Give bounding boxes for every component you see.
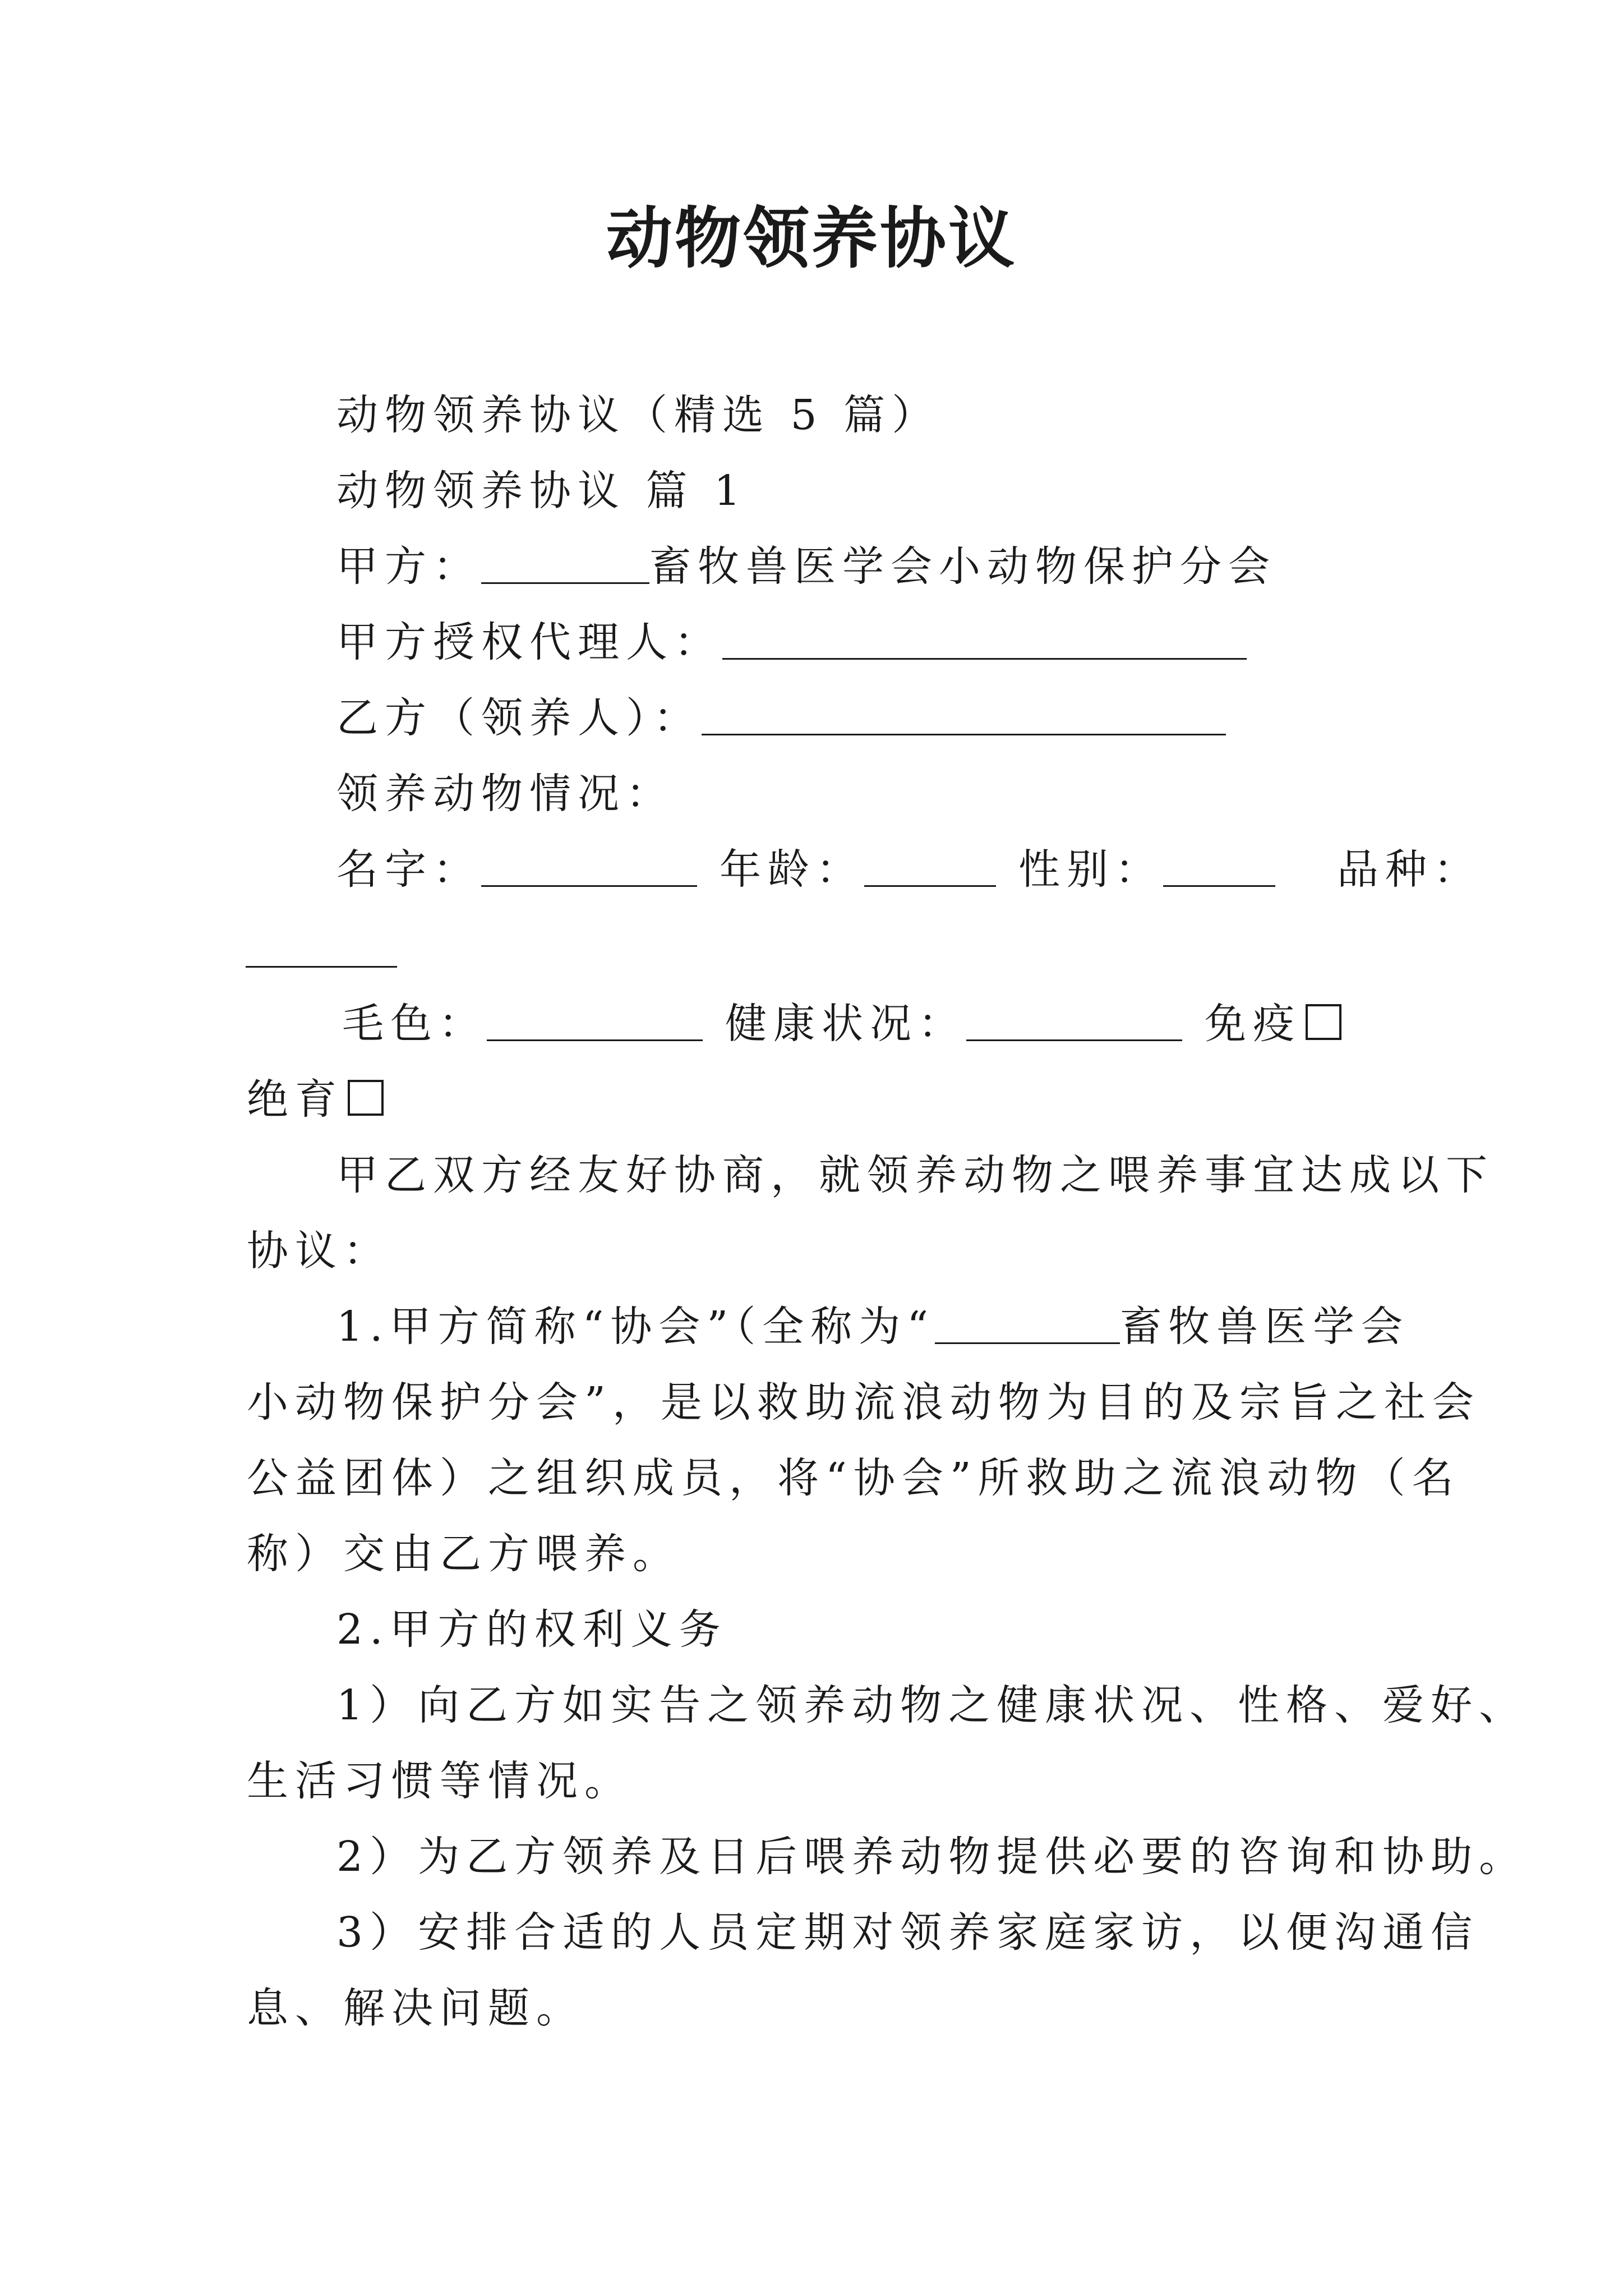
paragraph-2b: 小动物保护分会”，是以救助流浪动物为目的及宗旨之社会 xyxy=(247,1378,1481,1427)
paragraph-1b: 协议： xyxy=(247,1227,391,1275)
breed-blank xyxy=(246,966,397,968)
color-label: 毛色： xyxy=(342,1000,487,1048)
party-a-line xyxy=(336,539,1276,595)
org-blank xyxy=(935,1303,1120,1344)
party-b-label: 乙方（领养人）： xyxy=(336,694,702,742)
animal-health-line xyxy=(342,996,1341,1052)
health-blank xyxy=(966,1000,1182,1041)
age-label: 年龄： xyxy=(720,845,864,894)
party-a-label: 甲方： xyxy=(336,542,481,591)
immune-label: 免疫 xyxy=(1205,1000,1301,1048)
paragraph-2a xyxy=(336,1299,1409,1355)
sterile-checkbox[interactable] xyxy=(348,1080,384,1116)
paragraph-2a-text: 1.甲方简称“协会”（全称为“ xyxy=(336,1303,935,1351)
paragraph-1a: 甲乙双方经友好协商，就领养动物之喂养事宜达成以下 xyxy=(336,1151,1494,1199)
paragraph-2d: 称）交由乙方喂养。 xyxy=(247,1530,681,1578)
name-blank xyxy=(481,846,697,887)
paragraph-6a: 3）安排合适的人员定期对领养家庭家访，以便沟通信 xyxy=(336,1908,1479,1957)
agent-label: 甲方授权代理人： xyxy=(336,618,722,666)
agent-line xyxy=(336,614,1247,670)
sterile-line xyxy=(247,1071,384,1128)
sterile-label: 绝育 xyxy=(247,1075,343,1124)
subtitle: 动物领养协议（精选 5 篇） xyxy=(336,391,940,439)
party-b-blank xyxy=(702,694,1226,735)
paragraph-4a: 1）向乙方如实告之领养动物之健康状况、性格、爱好、 xyxy=(336,1681,1528,1729)
party-b-line xyxy=(336,690,1226,746)
paragraph-5: 2）为乙方领养及日后喂养动物提供必要的咨询和协助。 xyxy=(336,1833,1528,1881)
agent-blank xyxy=(722,619,1247,660)
sex-blank xyxy=(1163,846,1275,887)
paragraph-2c: 公益团体）之组织成员，将“协会”所救助之流浪动物（名 xyxy=(247,1454,1460,1502)
age-blank xyxy=(864,846,996,887)
party-a-blank xyxy=(481,543,649,584)
color-blank xyxy=(487,1000,703,1041)
section-heading: 动物领养协议 篇 1 xyxy=(336,467,748,515)
animal-details-line xyxy=(336,841,1482,898)
immune-checkbox[interactable] xyxy=(1306,1004,1341,1040)
document-title: 动物领养协议 xyxy=(606,199,1017,277)
animal-info-heading: 领养动物情况： xyxy=(336,770,674,818)
sex-label: 性别： xyxy=(1018,845,1163,894)
paragraph-2a-org: 畜牧兽医学会 xyxy=(1120,1303,1410,1351)
paragraph-3: 2.甲方的权利义务 xyxy=(336,1605,727,1654)
health-label: 健康状况： xyxy=(725,1000,966,1048)
party-a-org: 畜牧兽医学会小动物保护分会 xyxy=(649,542,1276,591)
paragraph-6b: 息、解决问题。 xyxy=(247,1984,584,2032)
paragraph-4b: 生活习惯等情况。 xyxy=(247,1757,633,1805)
breed-label: 品种： xyxy=(1337,845,1482,894)
name-label: 名字： xyxy=(336,845,481,894)
